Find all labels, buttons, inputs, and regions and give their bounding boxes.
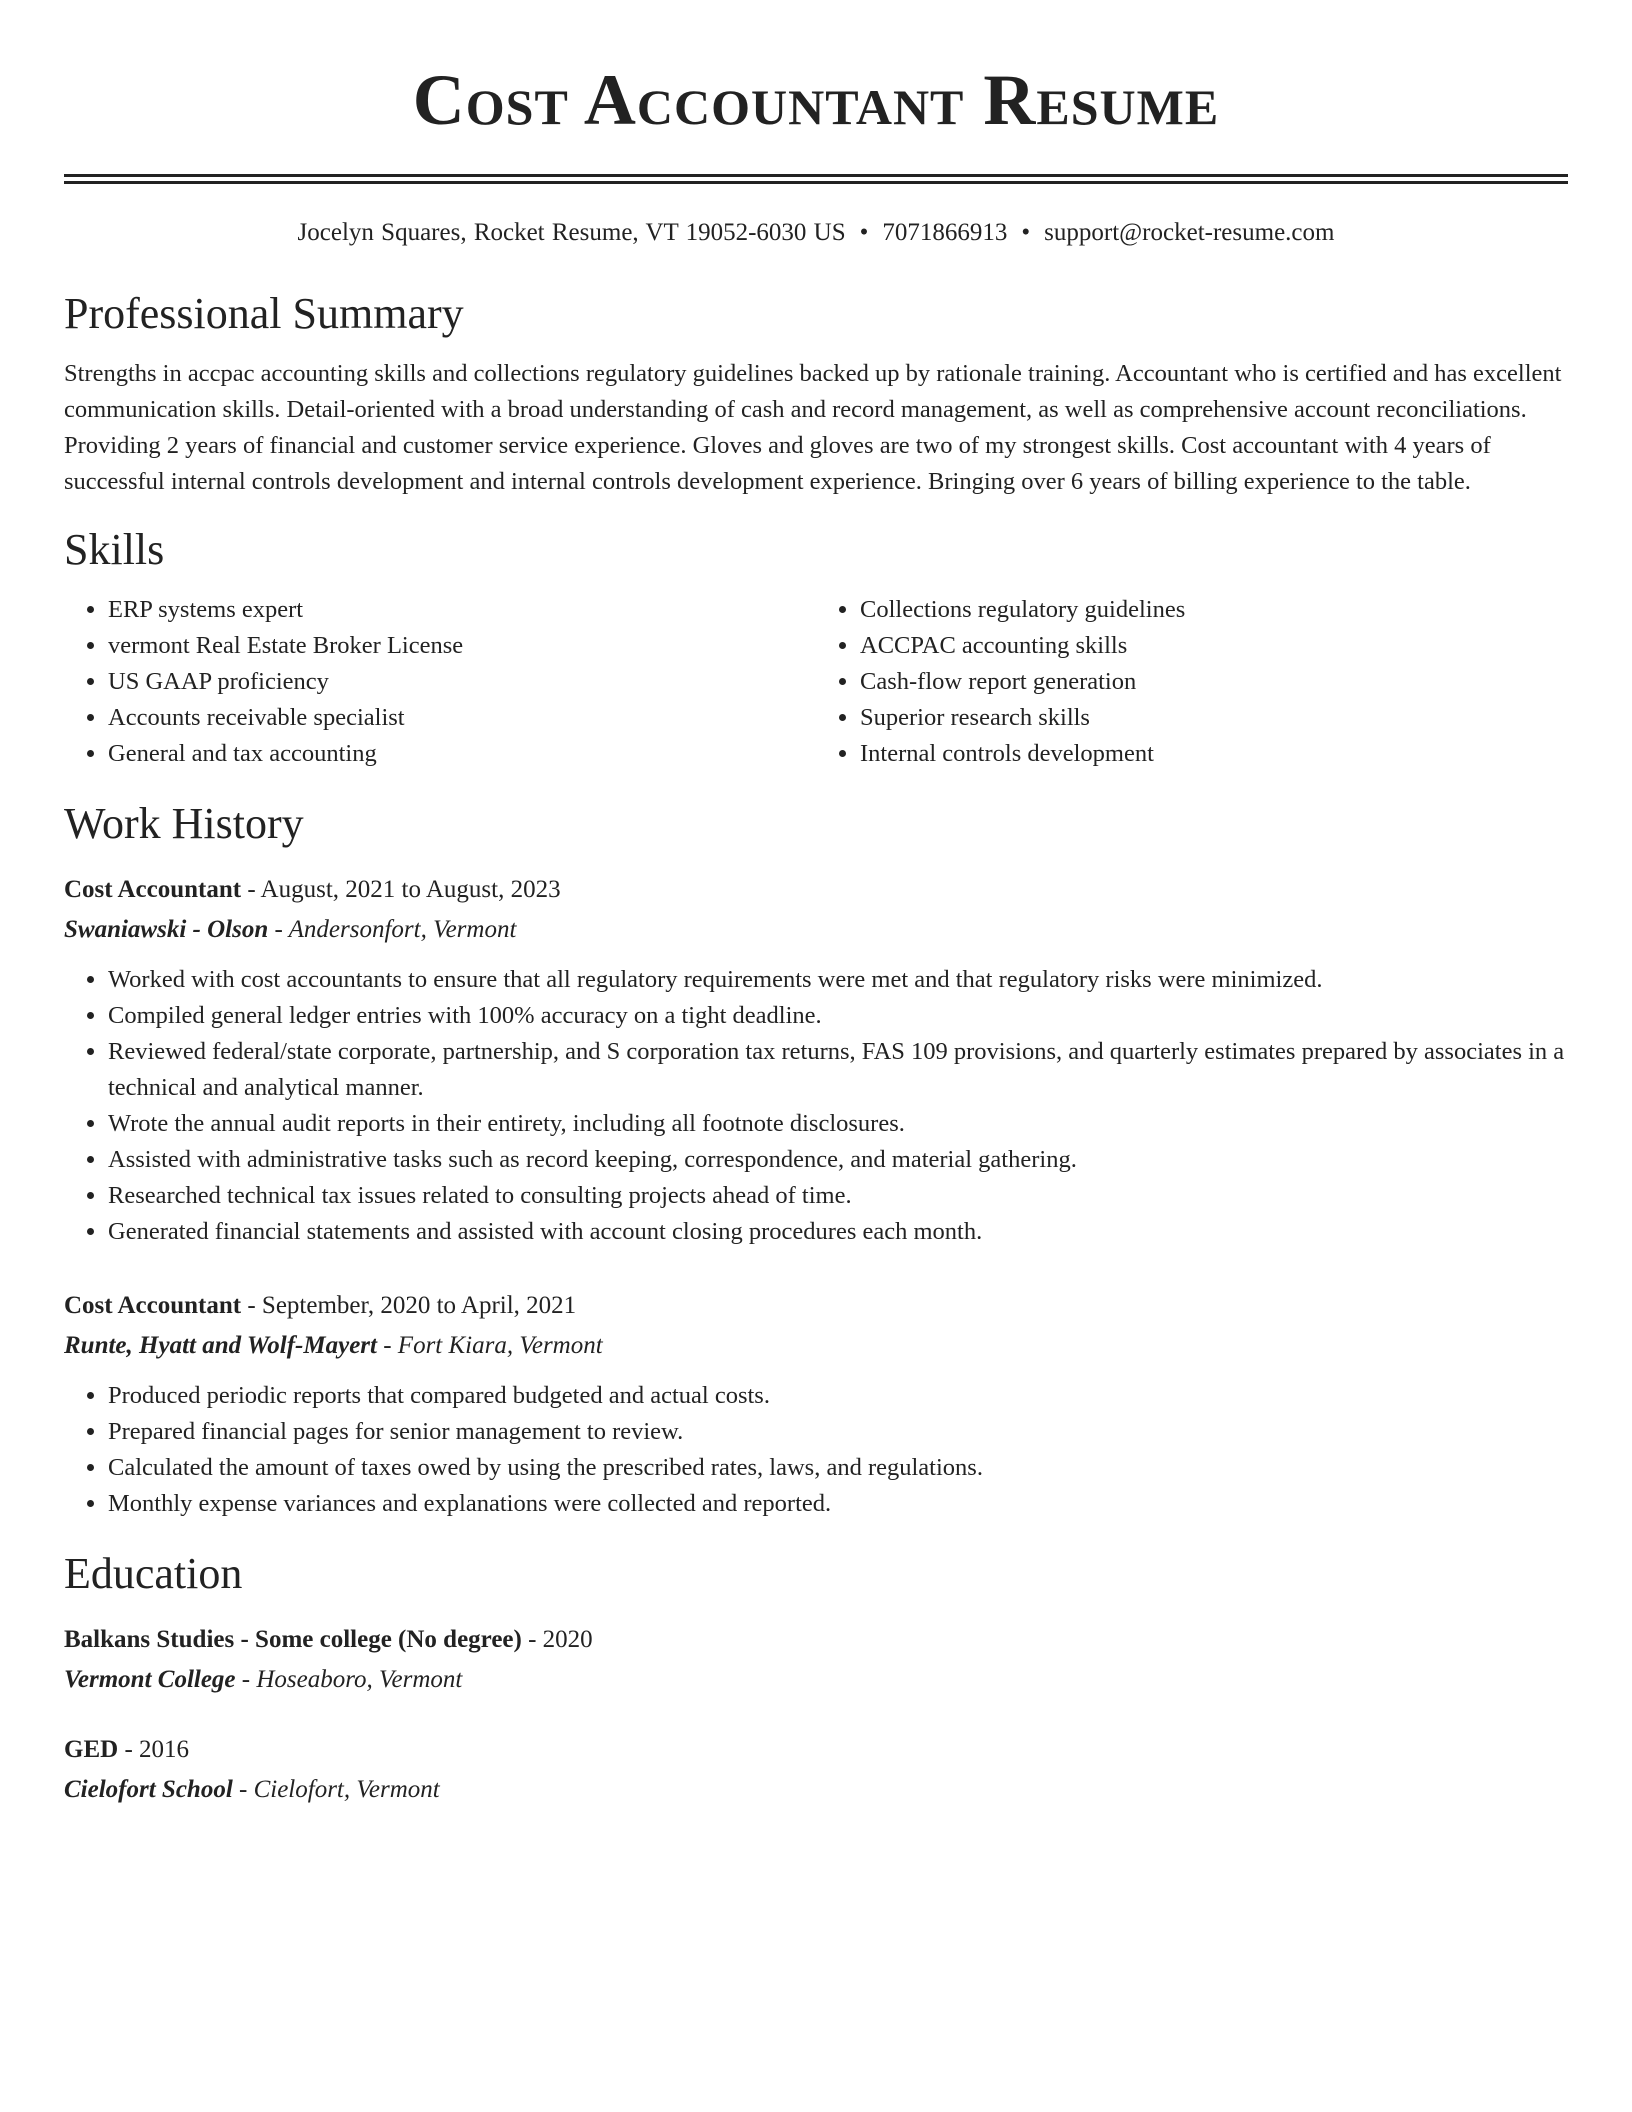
contact-email[interactable]: support@rocket-resume.com xyxy=(1044,219,1335,246)
job-dates: - August, 2021 to August, 2023 xyxy=(241,876,561,903)
education-entry xyxy=(64,1730,1568,1810)
education-entry xyxy=(64,1620,1568,1700)
skill-item: • ACCPAC accounting skills xyxy=(860,628,1568,664)
duty-item: • Reviewed federal/state corporate, partnership, and S corporation tax returns, FAS 109 provisions, and quarterly estimates prepared by associates in a technical and analytical manner. xyxy=(108,1034,1568,1106)
summary-text: Strengths in accpac accounting skills and collections regulatory guidelines backed up by rationale training. Accountant who is certified and has excellent communication skills. Detail-oriented with a broad understanding of cash and record management, as well as comprehensive account reconciliations. Providing 2 years of financial and customer service experience. Gloves and gloves are two of my strongest skills. Cost accountant with 4 years of successful internal controls development and internal controls development experience. Bringing over 6 years of billing experience to the table. xyxy=(64,360,1562,495)
skills-column-right xyxy=(816,592,1568,772)
skill-item: • General and tax accounting xyxy=(108,736,816,772)
duty-item: • Worked with cost accountants to ensure that all regulatory requirements were met and that regulatory risks were minimized. xyxy=(108,962,1568,998)
duty-item: • Assisted with administrative tasks such as record keeping, correspondence, and material gathering. xyxy=(108,1142,1568,1178)
degree-year: - 2020 xyxy=(521,1626,593,1653)
skills-list xyxy=(64,592,1568,772)
school-name: Cielofort School xyxy=(64,1776,233,1803)
contact-line xyxy=(64,216,1568,250)
company-name: Swaniawski - Olson xyxy=(64,916,269,943)
school-location: - Hoseaboro, Vermont xyxy=(235,1666,463,1693)
school-line xyxy=(64,1660,1568,1700)
school-line xyxy=(64,1770,1568,1810)
contact-phone: 7071866913 xyxy=(882,219,1008,246)
education-heading: Education xyxy=(64,1549,243,1598)
school-name: Vermont College xyxy=(64,1666,236,1693)
company-location: - Andersonfort, Vermont xyxy=(268,916,517,943)
work-history-heading: Work History xyxy=(64,799,304,848)
company-line xyxy=(64,910,1568,950)
duty-item: • Wrote the annual audit reports in their entirety, including all footnote disclosures. xyxy=(108,1106,1568,1142)
degree-name: Balkans Studies - Some college (No degree) xyxy=(64,1626,522,1653)
job-duties xyxy=(64,1378,1568,1522)
company-location: - Fort Kiara, Vermont xyxy=(376,1332,603,1359)
degree-line xyxy=(64,1620,1568,1660)
job-entry xyxy=(64,1286,1568,1522)
degree-name: GED xyxy=(64,1736,119,1763)
skills-heading: Skills xyxy=(64,525,165,574)
job-title-line xyxy=(64,870,1568,910)
contact-separator: • xyxy=(859,219,869,246)
job-dates: - September, 2020 to April, 2021 xyxy=(241,1292,577,1319)
job-duties xyxy=(64,962,1568,1250)
duty-item: • Calculated the amount of taxes owed by using the prescribed rates, laws, and regulations. xyxy=(108,1450,1568,1486)
degree-year: - 2016 xyxy=(118,1736,190,1763)
skills-column-left xyxy=(64,592,816,772)
duty-item: • Researched technical tax issues related to consulting projects ahead of time. xyxy=(108,1178,1568,1214)
duty-item: • Monthly expense variances and explanations were collected and reported. xyxy=(108,1486,1568,1522)
duty-item: • Generated financial statements and assisted with account closing procedures each month. xyxy=(108,1214,1568,1250)
skill-item: • Superior research skills xyxy=(860,700,1568,736)
company-name: Runte, Hyatt and Wolf-Mayert xyxy=(64,1332,377,1359)
job-entry xyxy=(64,870,1568,1250)
skill-item: • vermont Real Estate Broker License xyxy=(108,628,816,664)
duty-item: • Prepared financial pages for senior management to review. xyxy=(108,1414,1568,1450)
skill-item: • Accounts receivable specialist xyxy=(108,700,816,736)
contact-separator: • xyxy=(1021,219,1031,246)
resume-title: Cost Accountant Resume xyxy=(412,60,1220,140)
job-title-line xyxy=(64,1286,1568,1326)
contact-address: Jocelyn Squares, Rocket Resume, VT 19052-6030 US xyxy=(297,219,846,246)
school-location: - Cielofort, Vermont xyxy=(232,1776,440,1803)
company-line xyxy=(64,1326,1568,1366)
job-title: Cost Accountant xyxy=(64,1292,242,1319)
degree-line xyxy=(64,1730,1568,1770)
skill-item: • Collections regulatory guidelines xyxy=(860,592,1568,628)
skill-item: • Internal controls development xyxy=(860,736,1568,772)
skill-item: • Cash-flow report generation xyxy=(860,664,1568,700)
duty-item: • Produced periodic reports that compared budgeted and actual costs. xyxy=(108,1378,1568,1414)
skill-item: • US GAAP proficiency xyxy=(108,664,816,700)
skill-item: • ERP systems expert xyxy=(108,592,816,628)
summary-heading: Professional Summary xyxy=(64,289,464,338)
job-title: Cost Accountant xyxy=(64,876,242,903)
title-divider xyxy=(64,174,1568,184)
duty-item: • Compiled general ledger entries with 100% accuracy on a tight deadline. xyxy=(108,998,1568,1034)
